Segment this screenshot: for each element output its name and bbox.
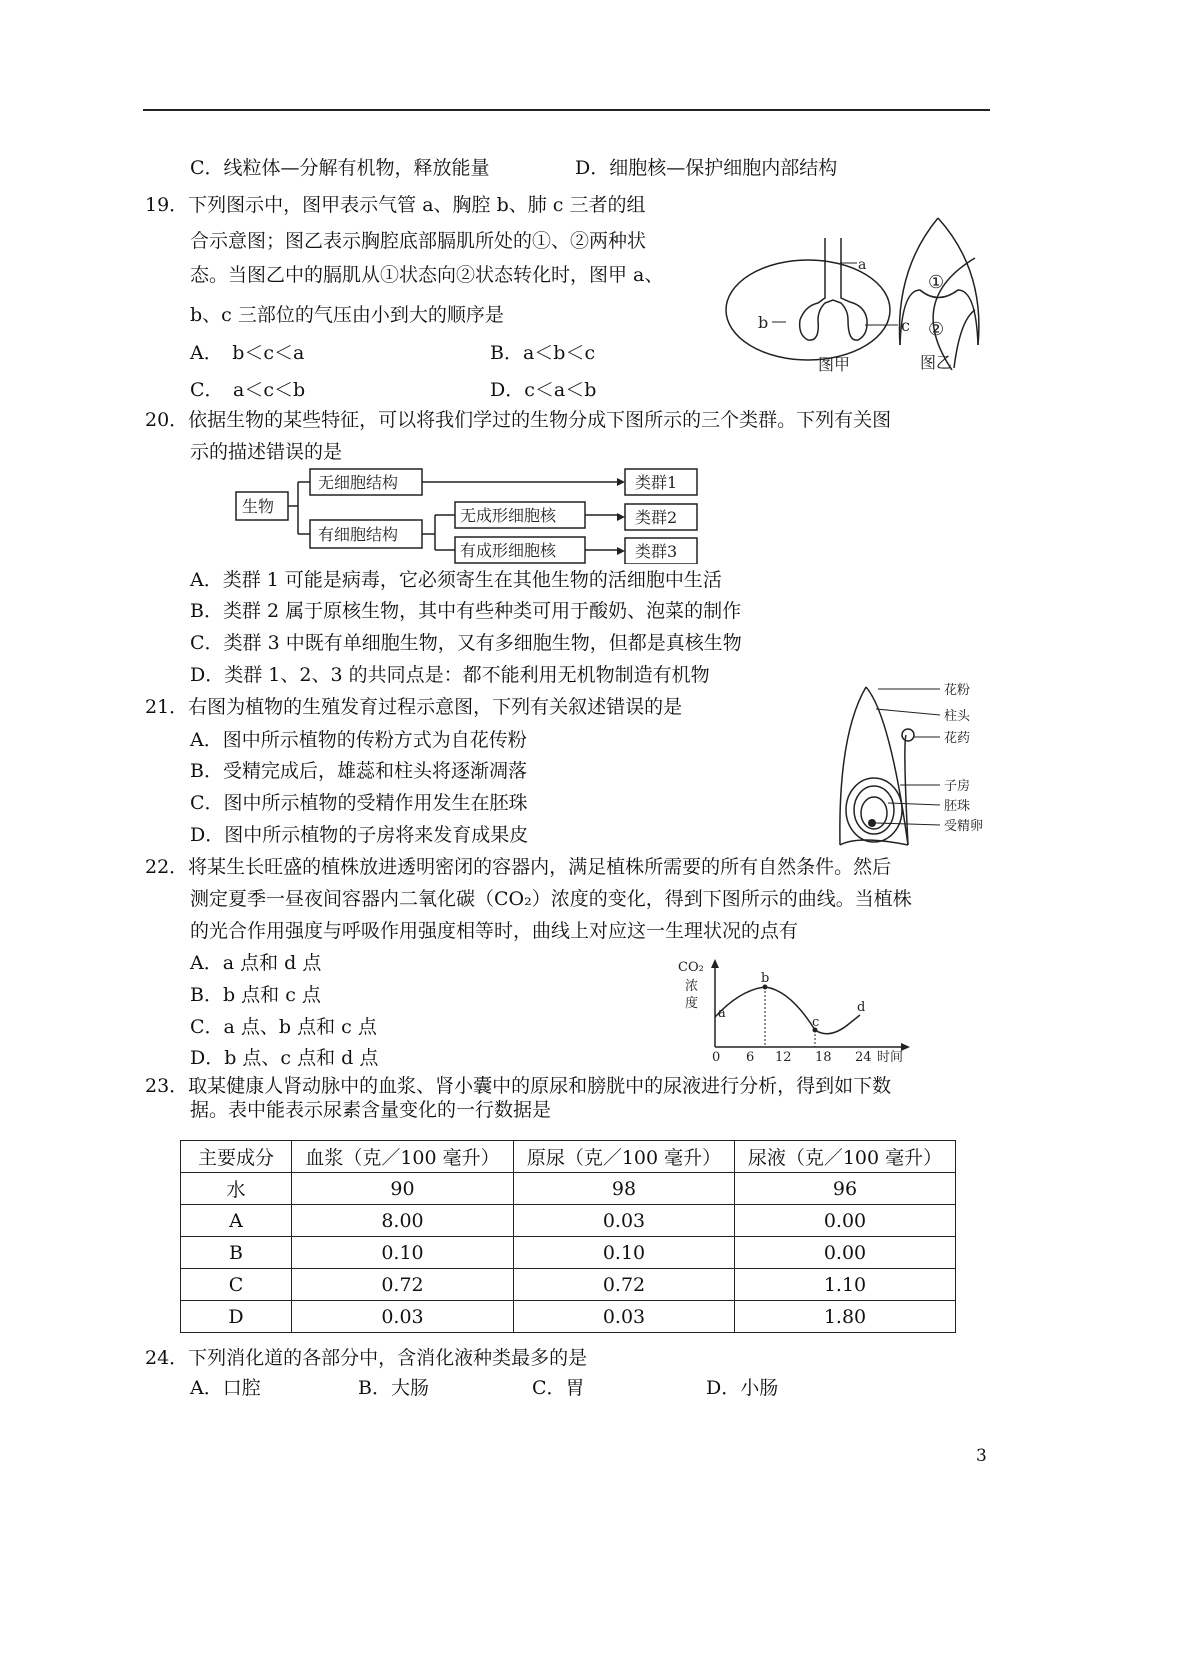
table-row bbox=[181, 1205, 956, 1237]
cell: 1.10 bbox=[735, 1269, 956, 1301]
q19-stem: 态。当图乙中的膈肌从①状态向②状态转化时，图甲 a、 bbox=[190, 264, 664, 286]
q20-stem: 20．依据生物的某些特征，可以将我们学过的生物分成下图所示的三个类群。下列有关图 bbox=[145, 409, 892, 431]
header-cell: 原尿（克／100 毫升） bbox=[514, 1141, 735, 1173]
cell: 8.00 bbox=[292, 1205, 514, 1237]
svg-text:0: 0 bbox=[712, 1050, 721, 1065]
svg-text:图甲: 图甲 bbox=[818, 355, 851, 374]
svg-text:柱头: 柱头 bbox=[944, 709, 971, 724]
cell: C bbox=[181, 1269, 292, 1301]
q22-option-c: C．a 点、b 点和 c 点 bbox=[190, 1016, 377, 1038]
svg-text:子房: 子房 bbox=[944, 779, 971, 794]
q20-option-a: A．类群 1 可能是病毒，它必须寄生在其他生物的活细胞中生活 bbox=[190, 569, 722, 591]
flower-diagram bbox=[828, 675, 993, 853]
table-row bbox=[181, 1301, 956, 1333]
q19-option-b: B．a＜b＜c bbox=[490, 342, 596, 364]
q21-option-c: C．图中所示植物的受精作用发生在胚珠 bbox=[190, 792, 528, 814]
svg-text:c: c bbox=[812, 1015, 820, 1030]
cell: 0.03 bbox=[514, 1301, 735, 1333]
q19-stem: b、c 三部位的气压由小到大的顺序是 bbox=[190, 304, 504, 326]
header-cell: 主要成分 bbox=[181, 1141, 292, 1173]
q21-option-d: D．图中所示植物的子房将来发育成果皮 bbox=[190, 824, 529, 846]
svg-text:有细胞结构: 有细胞结构 bbox=[318, 525, 399, 544]
q22-option-d: D．b 点、c 点和 d 点 bbox=[190, 1047, 379, 1069]
q22-stem: 的光合作用强度与呼吸作用强度相等时，曲线上对应这一生理状况的点有 bbox=[190, 920, 799, 942]
cell: 0.10 bbox=[292, 1237, 514, 1269]
svg-text:受精卵: 受精卵 bbox=[944, 819, 984, 834]
cell: 0.00 bbox=[735, 1205, 956, 1237]
urine-analysis-table bbox=[180, 1140, 956, 1333]
svg-text:CO₂: CO₂ bbox=[678, 960, 704, 975]
q24-stem: 24．下列消化道的各部分中，含消化液种类最多的是 bbox=[145, 1347, 588, 1369]
svg-text:浓: 浓 bbox=[685, 979, 699, 994]
q19-stem: 合示意图；图乙表示胸腔底部膈肌所处的①、②两种状 bbox=[190, 230, 647, 252]
svg-text:b: b bbox=[761, 971, 770, 986]
q22-option-b: B．b 点和 c 点 bbox=[190, 984, 321, 1006]
svg-text:b: b bbox=[758, 313, 769, 332]
q19-stem: 19．下列图示中，图甲表示气管 a、胸腔 b、肺 c 三者的组 bbox=[145, 194, 646, 216]
cell: 0.03 bbox=[514, 1205, 735, 1237]
q21-stem: 21．右图为植物的生殖发育过程示意图，下列有关叙述错误的是 bbox=[145, 696, 683, 718]
page-number: 3 bbox=[976, 1446, 987, 1466]
svg-text:a: a bbox=[858, 257, 867, 273]
cell: 水 bbox=[181, 1173, 292, 1205]
table-row bbox=[181, 1237, 956, 1269]
table-header-row bbox=[181, 1141, 956, 1173]
svg-text:c: c bbox=[901, 316, 910, 335]
svg-text:胚珠: 胚珠 bbox=[944, 799, 971, 814]
cell: A bbox=[181, 1205, 292, 1237]
cell: 0.03 bbox=[292, 1301, 514, 1333]
q23-stem: 23．取某健康人肾动脉中的血浆、肾小囊中的原尿和膀胱中的尿液进行分析，得到如下数 bbox=[145, 1075, 892, 1097]
svg-text:a: a bbox=[718, 1006, 726, 1021]
table-row bbox=[181, 1269, 956, 1301]
svg-text:生物: 生物 bbox=[242, 497, 275, 516]
svg-text:无成形细胞核: 无成形细胞核 bbox=[460, 506, 557, 525]
svg-text:图乙: 图乙 bbox=[920, 353, 953, 372]
svg-text:类群3: 类群3 bbox=[635, 542, 678, 561]
q24-option-b: B．大肠 bbox=[358, 1377, 429, 1399]
cell: 0.00 bbox=[735, 1237, 956, 1269]
q20-option-b: B．类群 2 属于原核生物，其中有些种类可用于酸奶、泡菜的制作 bbox=[190, 600, 742, 622]
cell: B bbox=[181, 1237, 292, 1269]
q24-option-c: C．胃 bbox=[532, 1377, 585, 1399]
header-cell: 尿液（克／100 毫升） bbox=[735, 1141, 956, 1173]
q24-option-a: A．口腔 bbox=[190, 1377, 261, 1399]
cell: 90 bbox=[292, 1173, 514, 1205]
co2-chart bbox=[670, 955, 920, 1070]
q23-stem: 据。表中能表示尿素含量变化的一行数据是 bbox=[190, 1099, 552, 1121]
svg-text:12: 12 bbox=[775, 1050, 792, 1065]
header-cell: 血浆（克／100 毫升） bbox=[292, 1141, 514, 1173]
q20-option-c: C．类群 3 中既有单细胞生物，又有多细胞生物，但都是真核生物 bbox=[190, 632, 742, 654]
cell: 0.10 bbox=[514, 1237, 735, 1269]
q21-option-a: A．图中所示植物的传粉方式为自花传粉 bbox=[190, 729, 527, 751]
q21-option-b: B．受精完成后，雄蕊和柱头将逐渐凋落 bbox=[190, 760, 527, 782]
svg-text:类群1: 类群1 bbox=[635, 473, 678, 492]
svg-text:有成形细胞核: 有成形细胞核 bbox=[460, 541, 557, 560]
svg-text:度: 度 bbox=[685, 996, 699, 1011]
figure-yi-diaphragm bbox=[890, 210, 1000, 380]
q22-option-a: A．a 点和 d 点 bbox=[190, 952, 322, 974]
cell: 98 bbox=[514, 1173, 735, 1205]
table-row bbox=[181, 1173, 956, 1205]
q19-option-c: C． a＜c＜b bbox=[190, 379, 306, 401]
q20-stem: 示的描述错误的是 bbox=[190, 441, 343, 463]
q19-option-d: D．c＜a＜b bbox=[490, 379, 597, 401]
svg-text:花粉: 花粉 bbox=[944, 683, 971, 698]
cell: 0.72 bbox=[292, 1269, 514, 1301]
header-rule bbox=[143, 109, 990, 111]
cell: 1.80 bbox=[735, 1301, 956, 1333]
svg-text:6: 6 bbox=[746, 1050, 755, 1065]
q18-option-d: D．细胞核—保护细胞内部结构 bbox=[575, 157, 838, 179]
cell: 0.72 bbox=[514, 1269, 735, 1301]
svg-text:时间: 时间 bbox=[877, 1050, 904, 1065]
svg-text:①: ① bbox=[928, 272, 945, 293]
svg-text:类群2: 类群2 bbox=[635, 508, 678, 527]
q22-stem: 22．将某生长旺盛的植株放进透明密闭的容器内，满足植株所需要的所有自然条件。然后 bbox=[145, 856, 892, 878]
svg-text:②: ② bbox=[928, 319, 945, 340]
q22-stem: 测定夏季一昼夜间容器内二氧化碳（CO₂）浓度的变化，得到下图所示的曲线。当植株 bbox=[190, 888, 912, 910]
svg-text:无细胞结构: 无细胞结构 bbox=[318, 473, 399, 492]
q20-option-d: D．类群 1、2、3 的共同点是：都不能利用无机物制造有机物 bbox=[190, 664, 710, 686]
svg-text:花药: 花药 bbox=[944, 731, 971, 746]
q18-option-c: C．线粒体—分解有机物，释放能量 bbox=[190, 157, 490, 179]
svg-text:18: 18 bbox=[815, 1050, 832, 1065]
svg-text:d: d bbox=[857, 1000, 866, 1015]
cell: 96 bbox=[735, 1173, 956, 1205]
q24-option-d: D．小肠 bbox=[706, 1377, 779, 1399]
q19-option-a: A． b＜c＜a bbox=[190, 342, 305, 364]
svg-text:24: 24 bbox=[855, 1050, 872, 1065]
cell: D bbox=[181, 1301, 292, 1333]
classification-diagram bbox=[230, 462, 710, 564]
